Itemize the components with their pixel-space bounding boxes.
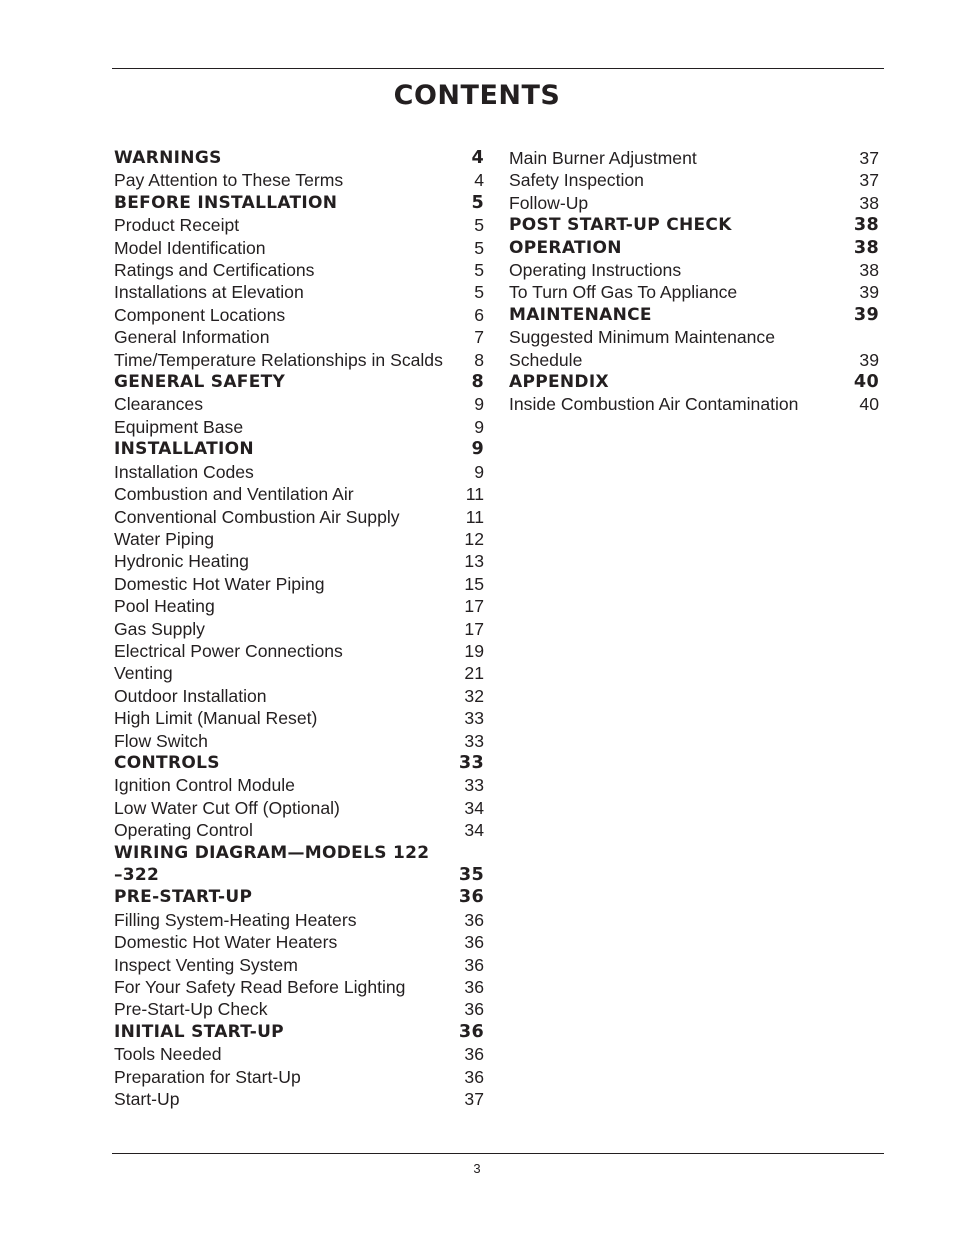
toc-entry[interactable] — [509, 259, 879, 281]
toc-entry-label: Operating Control — [114, 820, 253, 841]
toc-entry-label: Operating Instructions — [509, 260, 682, 281]
toc-entry[interactable] — [114, 483, 484, 505]
toc-page-number: 33 — [464, 708, 484, 729]
toc-section-heading[interactable] — [509, 304, 879, 326]
toc-page-number: 39 — [859, 349, 879, 370]
toc-entry[interactable] — [509, 326, 879, 348]
toc-entry[interactable] — [509, 192, 879, 214]
toc-page-number: 19 — [464, 640, 484, 661]
toc-page-number: 37 — [859, 148, 879, 168]
bottom-rule — [112, 1153, 884, 1154]
toc-section-heading[interactable] — [509, 237, 879, 259]
toc-entry[interactable] — [114, 528, 484, 550]
toc-section-heading[interactable] — [114, 371, 484, 393]
toc-entry-label: Suggested Minimum Maintenance — [509, 327, 776, 348]
toc-page-number: 37 — [859, 170, 879, 191]
toc-page-number: 13 — [464, 551, 484, 572]
toc-entry-label: Clearances — [114, 394, 203, 415]
toc-page-number: 36 — [464, 954, 484, 975]
toc-entry[interactable] — [114, 685, 484, 707]
toc-entry-label: Venting — [114, 663, 173, 684]
toc-page-number: 17 — [464, 618, 484, 639]
toc-page-number: 4 — [474, 170, 484, 191]
toc-entry[interactable] — [114, 618, 484, 640]
toc-entry[interactable] — [114, 349, 484, 371]
toc-page-number: 9 — [474, 461, 484, 482]
toc-entry[interactable] — [114, 909, 484, 931]
toc-entry[interactable] — [114, 169, 484, 191]
toc-page-number: 37 — [464, 1089, 484, 1110]
toc-page-number: 36 — [464, 1044, 484, 1065]
toc-entry-label: –322 — [114, 865, 160, 885]
toc-page-number: 33 — [464, 730, 484, 751]
toc-section-heading[interactable] — [114, 147, 484, 169]
toc-entry-label: WIRING DIAGRAM—MODELS 122 — [114, 842, 430, 863]
toc-entry[interactable] — [114, 259, 484, 281]
toc-entry[interactable] — [114, 931, 484, 953]
toc-page-number: 5 — [474, 215, 484, 236]
toc-entry[interactable] — [114, 998, 484, 1020]
toc-entry[interactable] — [114, 281, 484, 303]
toc-page-number: 38 — [859, 192, 879, 213]
page-title: CONTENTS — [393, 80, 561, 111]
toc-page-number: 35 — [458, 865, 484, 885]
toc-entry[interactable] — [114, 1066, 484, 1088]
toc-page-number: 34 — [464, 797, 484, 818]
toc-entry[interactable] — [114, 506, 484, 528]
toc-entry-label: To Turn Off Gas To Appliance — [509, 282, 738, 303]
toc-entry-label: Pool Heating — [114, 596, 215, 617]
toc-section-heading[interactable] — [509, 214, 879, 236]
toc-page-number: 17 — [464, 596, 484, 617]
toc-entry-label: Time/Temperature Relationships in Scalds — [114, 349, 443, 370]
toc-entry-label: BEFORE INSTALLATION — [114, 192, 338, 213]
toc-entry-label: WARNINGS — [114, 148, 222, 168]
toc-section-heading[interactable] — [114, 438, 484, 460]
toc-entry[interactable] — [114, 819, 484, 841]
toc-entry[interactable] — [509, 169, 879, 191]
toc-page-number: 38 — [859, 260, 879, 281]
toc-entry-label: INITIAL START-UP — [114, 1021, 284, 1042]
toc-entry-label: MAINTENANCE — [509, 304, 652, 325]
toc-entry-label: Preparation for Start-Up — [114, 1066, 301, 1087]
toc-column-right — [509, 147, 879, 416]
toc-entry-label: PRE-START-UP — [114, 887, 253, 908]
toc-entry-label: Ratings and Certifications — [114, 260, 315, 281]
page-number: 3 — [473, 1161, 481, 1176]
toc-page-number: 9 — [471, 439, 484, 460]
toc-page-number: 40 — [853, 372, 879, 393]
toc-entry-label: POST START-UP CHECK — [509, 215, 732, 236]
toc-entry-label: Equipment Base — [114, 416, 244, 437]
toc-page-number: 39 — [853, 304, 879, 325]
toc-entry-label: Outdoor Installation — [114, 685, 267, 706]
toc-entry-label: Electrical Power Connections — [114, 640, 343, 661]
toc-entry[interactable] — [114, 326, 484, 348]
toc-page-number: 5 — [474, 237, 484, 258]
top-rule — [112, 68, 884, 69]
toc-entry[interactable] — [114, 550, 484, 572]
toc-entry-label: Safety Inspection — [509, 170, 644, 191]
toc-entry-label: Schedule — [509, 349, 583, 370]
toc-entry-label: Hydronic Heating — [114, 551, 249, 572]
toc-entry[interactable] — [114, 1043, 484, 1065]
toc-entry-label: Follow-Up — [509, 192, 589, 213]
toc-entry-label: Water Piping — [114, 528, 215, 549]
toc-page-number: 11 — [465, 506, 484, 527]
toc-page-number: 36 — [464, 999, 484, 1020]
toc-entry-label: Inspect Venting System — [114, 954, 298, 975]
toc-entry[interactable] — [114, 797, 484, 819]
toc-section-heading[interactable] — [114, 192, 484, 214]
toc-entry[interactable] — [509, 147, 879, 169]
toc-entry-label: General Information — [114, 327, 270, 348]
toc-page-number: 36 — [464, 932, 484, 953]
toc-section-heading[interactable] — [509, 371, 879, 393]
toc-entry[interactable] — [114, 237, 484, 259]
toc-page-number: 5 — [471, 192, 484, 213]
toc-entry-label: Low Water Cut Off (Optional) — [114, 797, 340, 818]
toc-entry[interactable] — [114, 304, 484, 326]
toc-section-heading[interactable] — [114, 842, 484, 864]
toc-page-number: 21 — [464, 663, 484, 684]
toc-entry[interactable] — [114, 976, 484, 998]
toc-entry-label: Component Locations — [114, 304, 286, 325]
toc-page-number: 39 — [859, 282, 879, 303]
toc-entry-label: APPENDIX — [509, 372, 609, 393]
toc-entry-label: Pre-Start-Up Check — [114, 999, 268, 1020]
toc-entry-label: Model Identification — [114, 237, 266, 258]
toc-column-left — [114, 147, 484, 1110]
toc-page-number: 9 — [474, 394, 484, 415]
toc-entry-label: Pay Attention to These Terms — [114, 170, 344, 191]
toc-entry[interactable] — [114, 595, 484, 617]
toc-entry-label: Start-Up — [114, 1089, 180, 1110]
toc-entry[interactable] — [114, 214, 484, 236]
toc-entry-label: Domestic Hot Water Heaters — [114, 932, 338, 953]
toc-entry[interactable] — [114, 954, 484, 976]
toc-page-number: 15 — [464, 573, 484, 594]
toc-page-number: 32 — [464, 685, 484, 706]
toc-page-number: 6 — [474, 304, 484, 325]
toc-page-number: 11 — [465, 484, 484, 505]
toc-entry[interactable] — [509, 281, 879, 303]
toc-entry-label: Inside Combustion Air Contamination — [509, 394, 799, 415]
toc-entry[interactable] — [114, 416, 484, 438]
toc-entry[interactable] — [114, 393, 484, 415]
toc-entry-label: INSTALLATION — [114, 439, 254, 460]
toc-page-number: 36 — [464, 1066, 484, 1087]
toc-page-number: 40 — [859, 394, 879, 415]
toc-page-number: 38 — [853, 215, 879, 236]
toc-entry-label: Ignition Control Module — [114, 775, 295, 796]
toc-entry[interactable] — [114, 640, 484, 662]
toc-entry-label: Gas Supply — [114, 618, 205, 639]
toc-entry-label: Main Burner Adjustment — [509, 148, 697, 168]
toc-entry-label: CONTROLS — [114, 752, 220, 773]
toc-entry[interactable] — [114, 573, 484, 595]
toc-entry[interactable] — [114, 662, 484, 684]
toc-section-heading[interactable] — [114, 864, 484, 886]
toc-section-heading[interactable] — [114, 886, 484, 908]
toc-entry-label: Product Receipt — [114, 215, 240, 236]
toc-entry[interactable] — [114, 461, 484, 483]
toc-page-number: 8 — [471, 372, 484, 393]
toc-page-number: 8 — [474, 349, 484, 370]
toc-page-number: 36 — [458, 1021, 484, 1042]
toc-page-number: 36 — [464, 909, 484, 930]
toc-page-number: 33 — [458, 752, 484, 773]
toc-page-number: 4 — [471, 148, 484, 168]
toc-page-number: 36 — [458, 887, 484, 908]
toc-section-heading[interactable] — [114, 1021, 484, 1043]
toc-page-number: 5 — [474, 260, 484, 281]
toc-entry-label: Installations at Elevation — [114, 282, 304, 303]
toc-entry-label: Filling System-Heating Heaters — [114, 909, 357, 930]
toc-page-number: 38 — [853, 237, 879, 258]
toc-entry-label: Installation Codes — [114, 461, 254, 482]
toc-page-number: 7 — [474, 327, 484, 348]
toc-entry-label: GENERAL SAFETY — [114, 372, 286, 393]
toc-page-number: 5 — [474, 282, 484, 303]
toc-entry-label: Flow Switch — [114, 730, 208, 751]
toc-entry-label: Conventional Combustion Air Supply — [114, 506, 400, 527]
toc-entry-label: Tools Needed — [114, 1044, 222, 1065]
toc-entry[interactable] — [509, 393, 879, 415]
toc-entry-label: Domestic Hot Water Piping — [114, 573, 325, 594]
toc-page-number: 36 — [464, 977, 484, 998]
toc-entry-label: High Limit (Manual Reset) — [114, 708, 318, 729]
toc-entry[interactable] — [114, 730, 484, 752]
toc-section-heading[interactable] — [114, 752, 484, 774]
toc-entry[interactable] — [114, 707, 484, 729]
toc-entry-label: OPERATION — [509, 237, 622, 258]
toc-page-number: 9 — [474, 416, 484, 437]
toc-page-number: 12 — [464, 528, 484, 549]
toc-entry-label: For Your Safety Read Before Lighting — [114, 977, 406, 998]
toc-entry[interactable] — [509, 349, 879, 371]
toc-page-number: 34 — [464, 820, 484, 841]
toc-entry[interactable] — [114, 774, 484, 796]
toc-entry-label: Combustion and Ventilation Air — [114, 484, 354, 505]
toc-page-number: 33 — [464, 775, 484, 796]
toc-entry[interactable] — [114, 1088, 484, 1110]
